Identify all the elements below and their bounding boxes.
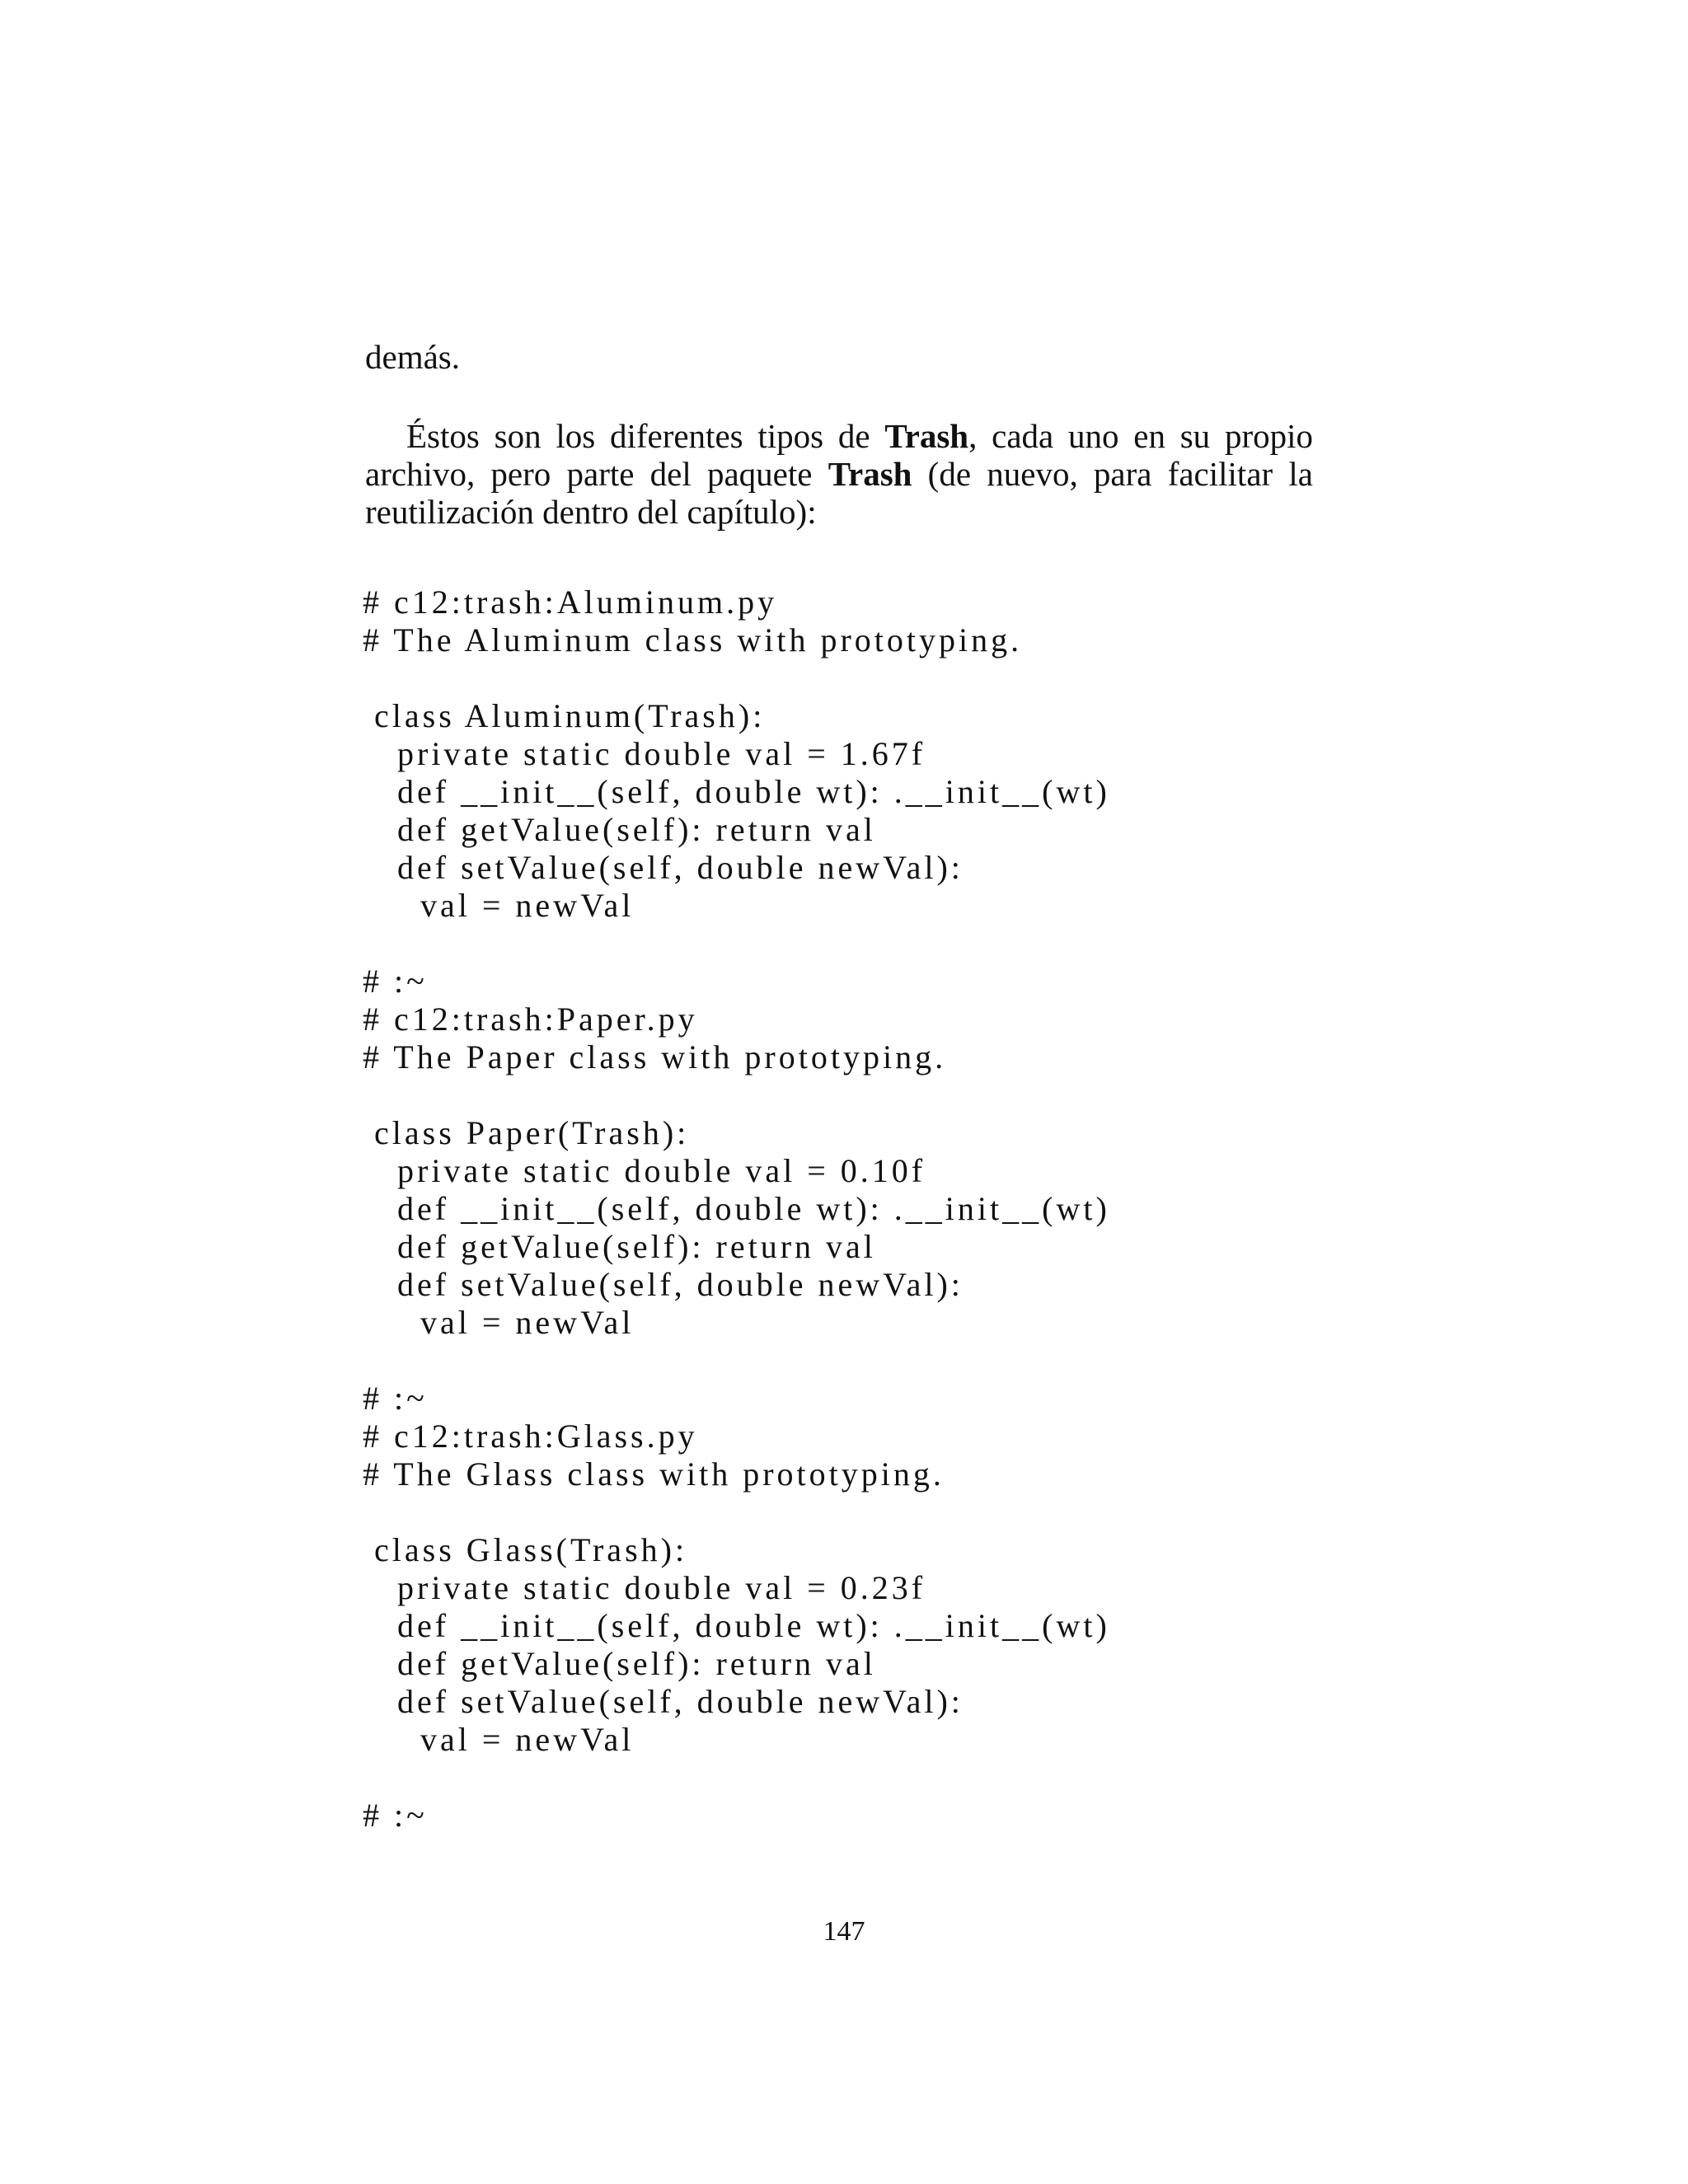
code-line	[363, 1076, 1110, 1114]
code-line: val = newVal	[363, 1304, 635, 1341]
code-line: # :~	[363, 1380, 428, 1417]
code-line: private static double val = 0.10f	[363, 1152, 926, 1189]
code-line	[363, 659, 1110, 697]
code-line: class Glass(Trash):	[363, 1531, 688, 1568]
code-line: # The Glass class with prototyping.	[363, 1455, 945, 1493]
code-line	[363, 1759, 1110, 1797]
code-line: class Paper(Trash):	[363, 1114, 690, 1151]
intro-bold-trash-1: Trash	[884, 417, 969, 455]
code-line: # :~	[363, 963, 428, 1000]
code-line: def setValue(self, double newVal):	[363, 1683, 964, 1720]
continued-paragraph: demás.	[365, 338, 460, 376]
code-line: # :~	[363, 1797, 428, 1834]
code-line: def getValue(self): return val	[363, 1228, 876, 1265]
code-line: # The Aluminum class with prototyping.	[363, 621, 1023, 658]
intro-text-part2: , cada uno en su propio archivo, pero parte del paquete	[365, 417, 1313, 493]
code-line: private static double val = 1.67f	[363, 735, 926, 772]
intro-text-part3: (de nuevo, para facilitar la reutilización dentro del capítulo):	[365, 455, 1313, 531]
intro-text-part1: Éstos son los diferentes tipos de	[406, 417, 885, 455]
code-line: def __init__(self, double wt): .__init__(wt)	[363, 1190, 1110, 1227]
code-line: # c12:trash:Paper.py	[363, 1001, 698, 1038]
page-number: 147	[823, 1916, 865, 1947]
code-line	[363, 1342, 1110, 1380]
code-line: def getValue(self): return val	[363, 811, 876, 848]
code-line: def setValue(self, double newVal):	[363, 849, 964, 886]
code-line: # c12:trash:Glass.py	[363, 1418, 698, 1455]
code-line: val = newVal	[363, 887, 635, 924]
code-line: def __init__(self, double wt): .__init__(wt)	[363, 1607, 1110, 1644]
code-line	[363, 1493, 1110, 1531]
code-line: private static double val = 0.23f	[363, 1569, 926, 1606]
code-line: def __init__(self, double wt): .__init__(wt)	[363, 773, 1110, 810]
code-line	[363, 925, 1110, 963]
code-line: class Aluminum(Trash):	[363, 697, 766, 734]
code-listing	[363, 583, 1110, 1835]
intro-bold-trash-2: Trash	[828, 455, 912, 493]
code-line: def setValue(self, double newVal):	[363, 1266, 964, 1303]
code-line: # c12:trash:Aluminum.py	[363, 583, 778, 621]
code-line: val = newVal	[363, 1721, 635, 1758]
code-line: def getValue(self): return val	[363, 1645, 876, 1682]
code-line: # The Paper class with prototyping.	[363, 1038, 947, 1076]
intro-paragraph	[365, 417, 1313, 531]
